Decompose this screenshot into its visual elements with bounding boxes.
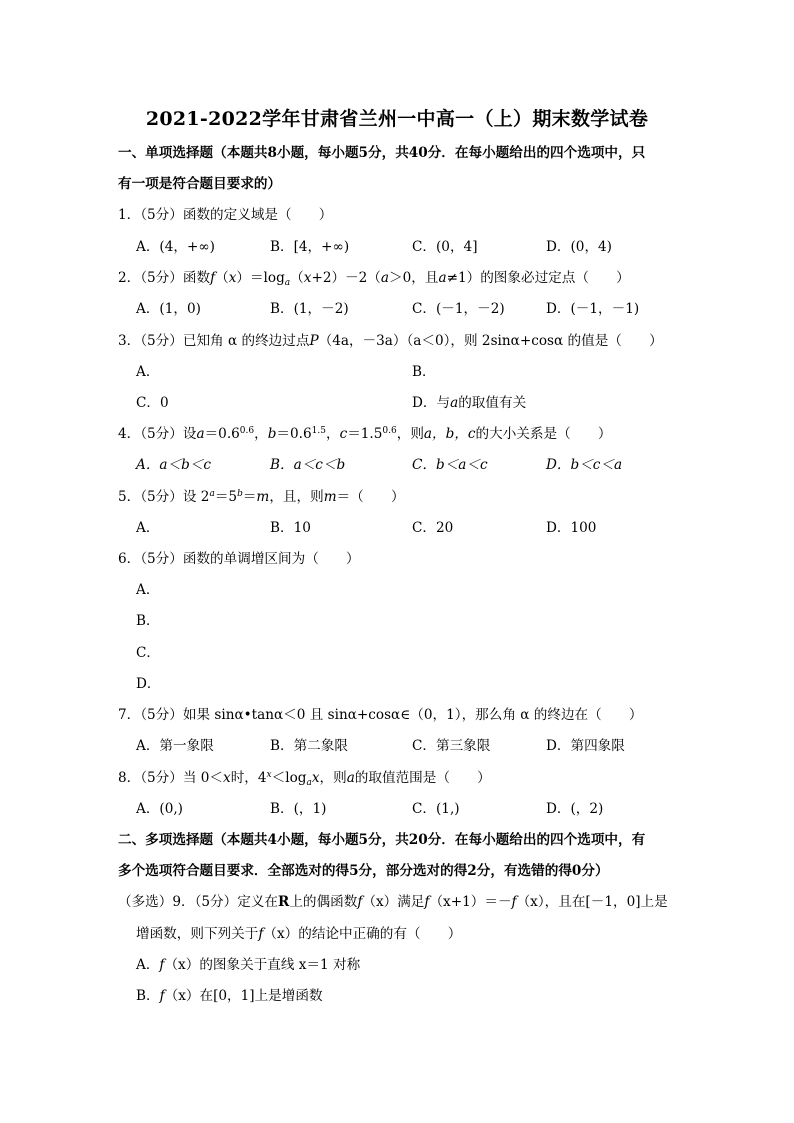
question-6-option-c: C． (136, 645, 160, 661)
question-2-stem: 2．（5分）函数$f(x)=\log_a(x+2)-2(a>0$，且a≠1）的图象必过定点（ ） (118, 270, 630, 288)
question-3-option-b: B． (412, 364, 436, 380)
question-3-option-a: A． (136, 364, 160, 380)
question-1-stem: 1．（5分）函数的定义域是（ ） (118, 207, 333, 223)
question-4-option-c: C．b＜a＜c (412, 457, 488, 473)
question-5-option-d: D．100 (546, 520, 597, 536)
question-5-option-b: B．10 (270, 520, 311, 536)
question-5-option-c: C．20 (412, 520, 454, 536)
question-4-option-b: B．a＜c＜b (270, 457, 346, 473)
question-9-stem-line1: （多选）9．（5分）定义在R上的偶函数f（x）满足f（x+1）＝－f（x），且在[－1，0]上是 (118, 894, 668, 910)
question-6-option-d: D． (136, 676, 161, 692)
question-5-option-a: A． (136, 520, 160, 536)
question-1-option-d: D．(0，4) (546, 239, 612, 255)
question-8-option-a: A．(0,) (136, 801, 183, 817)
question-8-option-c: C．(1,) (412, 801, 460, 817)
page-title: 2021-2022学年甘肃省兰州一中高一（上）期末数学试卷 (145, 108, 649, 130)
question-4-option-d: D．b＜c＜a (546, 457, 623, 473)
question-2-option-c: C．(－1，－2) (412, 301, 505, 317)
question-7-stem: 7．（5分）如果 sinα•tanα＜0 且 sinα+cosα∈（0，1），那么角 α 的终边在（ ） (118, 707, 643, 723)
section-2-heading-line2: 多个选项符合题目要求．全部选对的得5分，部分选对的得2分，有选错的得0分） (118, 863, 609, 879)
question-6-stem: 6．（5分）函数的单调增区间为（ ） (118, 551, 360, 567)
question-2-option-d: D．(－1，－1) (546, 301, 640, 317)
question-1-option-a: A．(4，+∞) (136, 239, 215, 255)
section-1-heading-line2: 有一项是符合题目要求的） (118, 176, 282, 192)
question-6-option-a: A． (136, 582, 160, 598)
question-7-option-d: D．第四象限 (546, 738, 625, 754)
question-1-option-c: C．(0，4] (412, 239, 478, 255)
question-9-option-a: A．f（x）的图象关于直线 x＝1 对称 (136, 957, 361, 973)
question-2-option-b: B．(1，－2) (270, 301, 349, 317)
question-4-stem: 4．（5分）设$a=0.6^{0.6}$，$b=0.6^{1.5}$，$c=1.5^{0.6}$，则a，b，c的大小关系是（ ） (118, 426, 612, 442)
question-3-stem: 3．（5分）已知角 α 的终边过点P（4a，－3a）（a＜0），则 2sinα+cosα 的值是（ ） (118, 333, 663, 349)
section-1-heading-line1: 一、单项选择题（本题共8小题，每小题5分，共40分．在每小题给出的四个选项中，只 (118, 145, 646, 161)
question-7-option-c: C．第三象限 (412, 738, 491, 754)
question-9-stem-line2: 增函数，则下列关于f（x）的结论中正确的有（ ） (136, 926, 462, 942)
question-1-option-b: B．[4，+∞) (270, 239, 350, 255)
question-3-option-c: C．0 (136, 395, 169, 411)
question-7-option-a: A．第一象限 (136, 738, 214, 754)
question-7-option-b: B．第二象限 (270, 738, 348, 754)
question-5-stem: 5．（5分）设 $2^a=5^b=m$，且，则m＝（ ） (118, 489, 405, 505)
question-8-option-d: D．(，2) (546, 801, 604, 817)
question-2-option-a: A．(1，0) (136, 301, 201, 317)
question-4-option-a: A．a＜b＜c (136, 457, 212, 473)
question-3-option-d: D．与a的取值有关 (412, 395, 527, 411)
section-2-heading-line1: 二、多项选择题（本题共4小题，每小题5分，共20分．在每小题给出的四个选项中，有 (118, 832, 646, 848)
question-8-option-b: B．(，1) (270, 801, 327, 817)
question-6-option-b: B． (136, 613, 160, 629)
question-8-stem: 8．（5分）当 0＜x时，$4^x<\log_ax$，则a的取值范围是（ ） (118, 770, 491, 788)
question-9-option-b: B．f（x）在[0，1]上是增函数 (136, 988, 323, 1004)
